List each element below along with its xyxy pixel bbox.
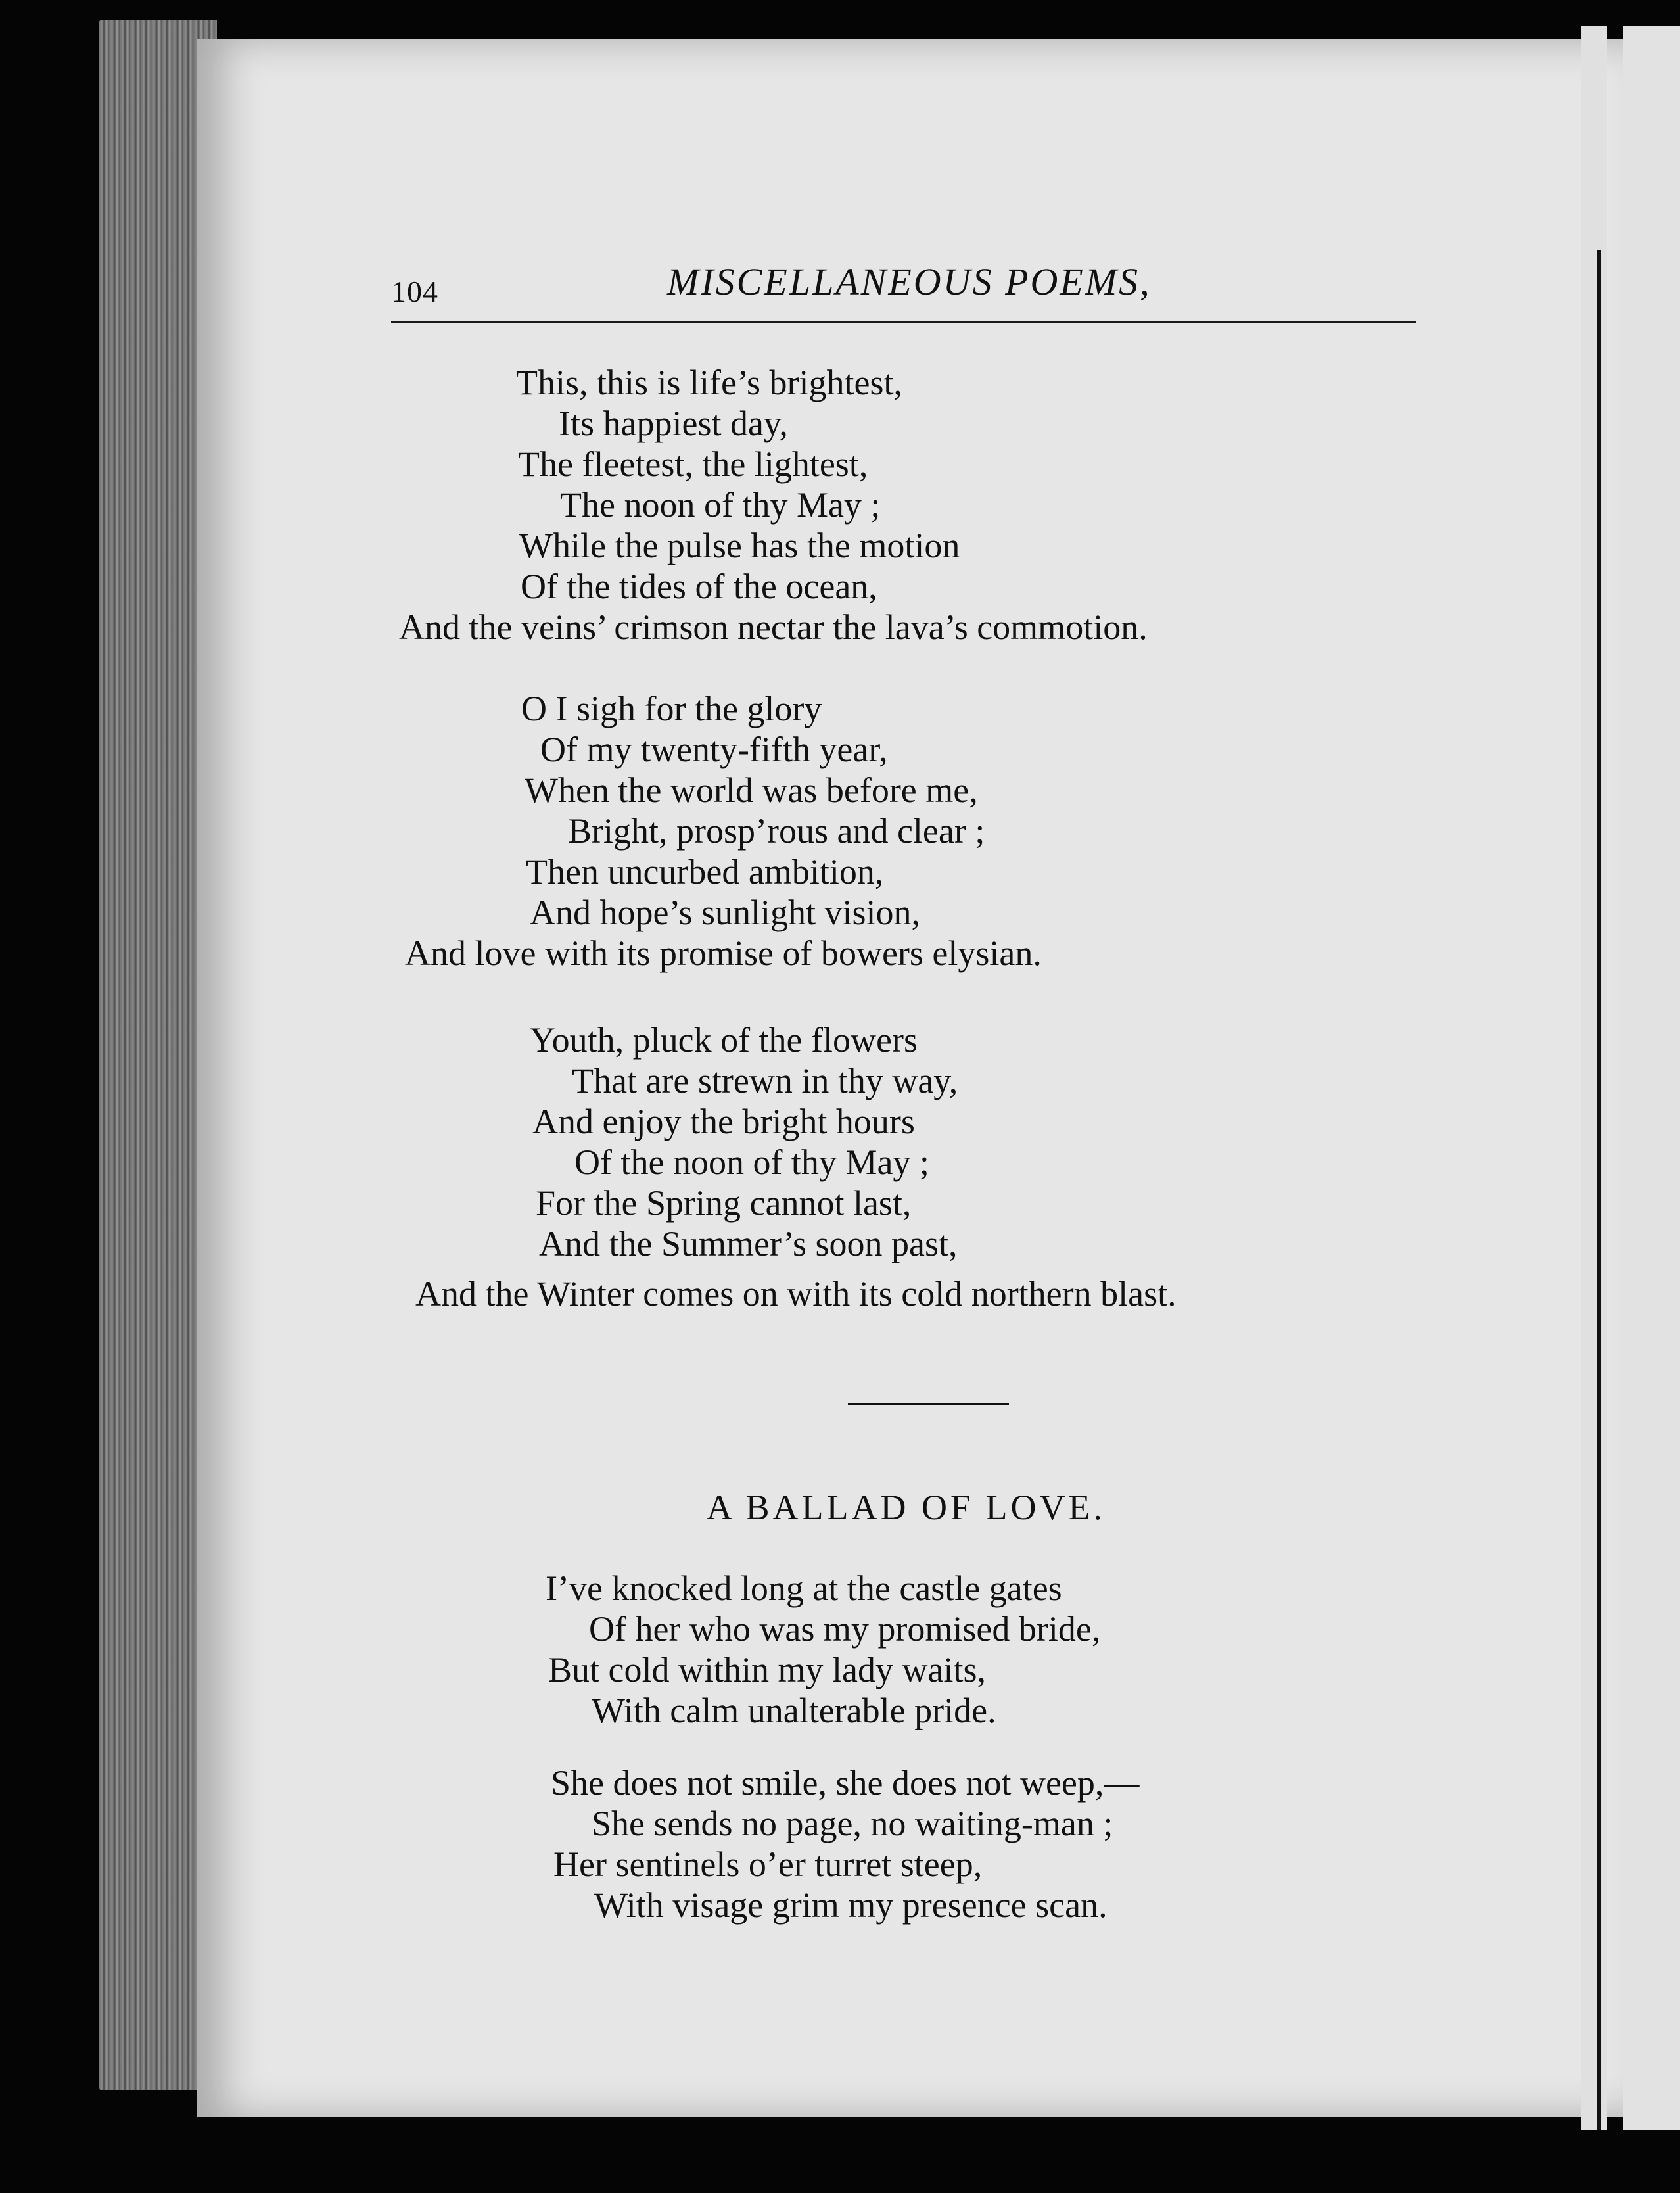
poem-line: That are strewn in thy way, xyxy=(572,1061,958,1100)
poem-line: O I sigh for the glory xyxy=(521,689,822,728)
header-rule xyxy=(391,321,1416,323)
poem-line: For the Spring cannot last, xyxy=(536,1183,912,1223)
poem-line: With calm unalterable pride. xyxy=(592,1691,996,1730)
section-separator xyxy=(848,1403,1009,1405)
poem-line: Its happiest day, xyxy=(559,404,788,443)
poem-line: And the veins’ crimson nectar the lava’s commotion. xyxy=(399,607,1148,647)
poem-line: And enjoy the bright hours xyxy=(532,1102,915,1141)
poem-line: She sends no page, no waiting-man ; xyxy=(592,1804,1113,1843)
poem-line: But cold within my lady waits, xyxy=(548,1650,986,1689)
poem-line: Her sentinels o’er turret steep, xyxy=(553,1845,983,1884)
poem-line: The fleetest, the lightest, xyxy=(518,444,868,484)
poem-line: And hope’s sunlight vision, xyxy=(530,893,921,932)
poem-line: Youth, pluck of the flowers xyxy=(530,1020,918,1060)
poem-line: The noon of thy May ; xyxy=(560,485,881,525)
ballad-title: A BALLAD OF LOVE. xyxy=(707,1488,1106,1527)
book-gutter xyxy=(1581,26,1607,2130)
poem-line: She does not smile, she does not weep,— xyxy=(551,1763,1140,1803)
poem-line: And love with its promise of bowers elysian. xyxy=(405,933,1042,973)
poem-line: Of the tides of the ocean, xyxy=(521,567,877,606)
poem-line: Of my twenty-fifth year, xyxy=(540,730,888,769)
poem-line: With visage grim my presence scan. xyxy=(594,1885,1108,1925)
poem-line: This, this is life’s brightest, xyxy=(516,363,902,402)
poem-line: Bright, prosp’rous and clear ; xyxy=(568,811,985,851)
poem-line: And the Winter comes on with its cold northern blast. xyxy=(415,1274,1177,1313)
page-number: 104 xyxy=(391,275,438,308)
facing-page-edge xyxy=(1623,26,1680,2130)
running-head xyxy=(391,260,1416,319)
poem-line: Of the noon of thy May ; xyxy=(574,1143,929,1182)
poem-line: Then uncurbed ambition, xyxy=(526,852,884,891)
poem-line: When the world was before me, xyxy=(525,770,978,810)
poem-line: And the Summer’s soon past, xyxy=(539,1224,958,1263)
poem-line: I’ve knocked long at the castle gates xyxy=(546,1568,1062,1608)
poem-line: Of her who was my promised bride, xyxy=(589,1609,1101,1649)
running-head-title: MISCELLANEOUS POEMS, xyxy=(667,260,1152,303)
poem-line: While the pulse has the motion xyxy=(519,526,960,565)
